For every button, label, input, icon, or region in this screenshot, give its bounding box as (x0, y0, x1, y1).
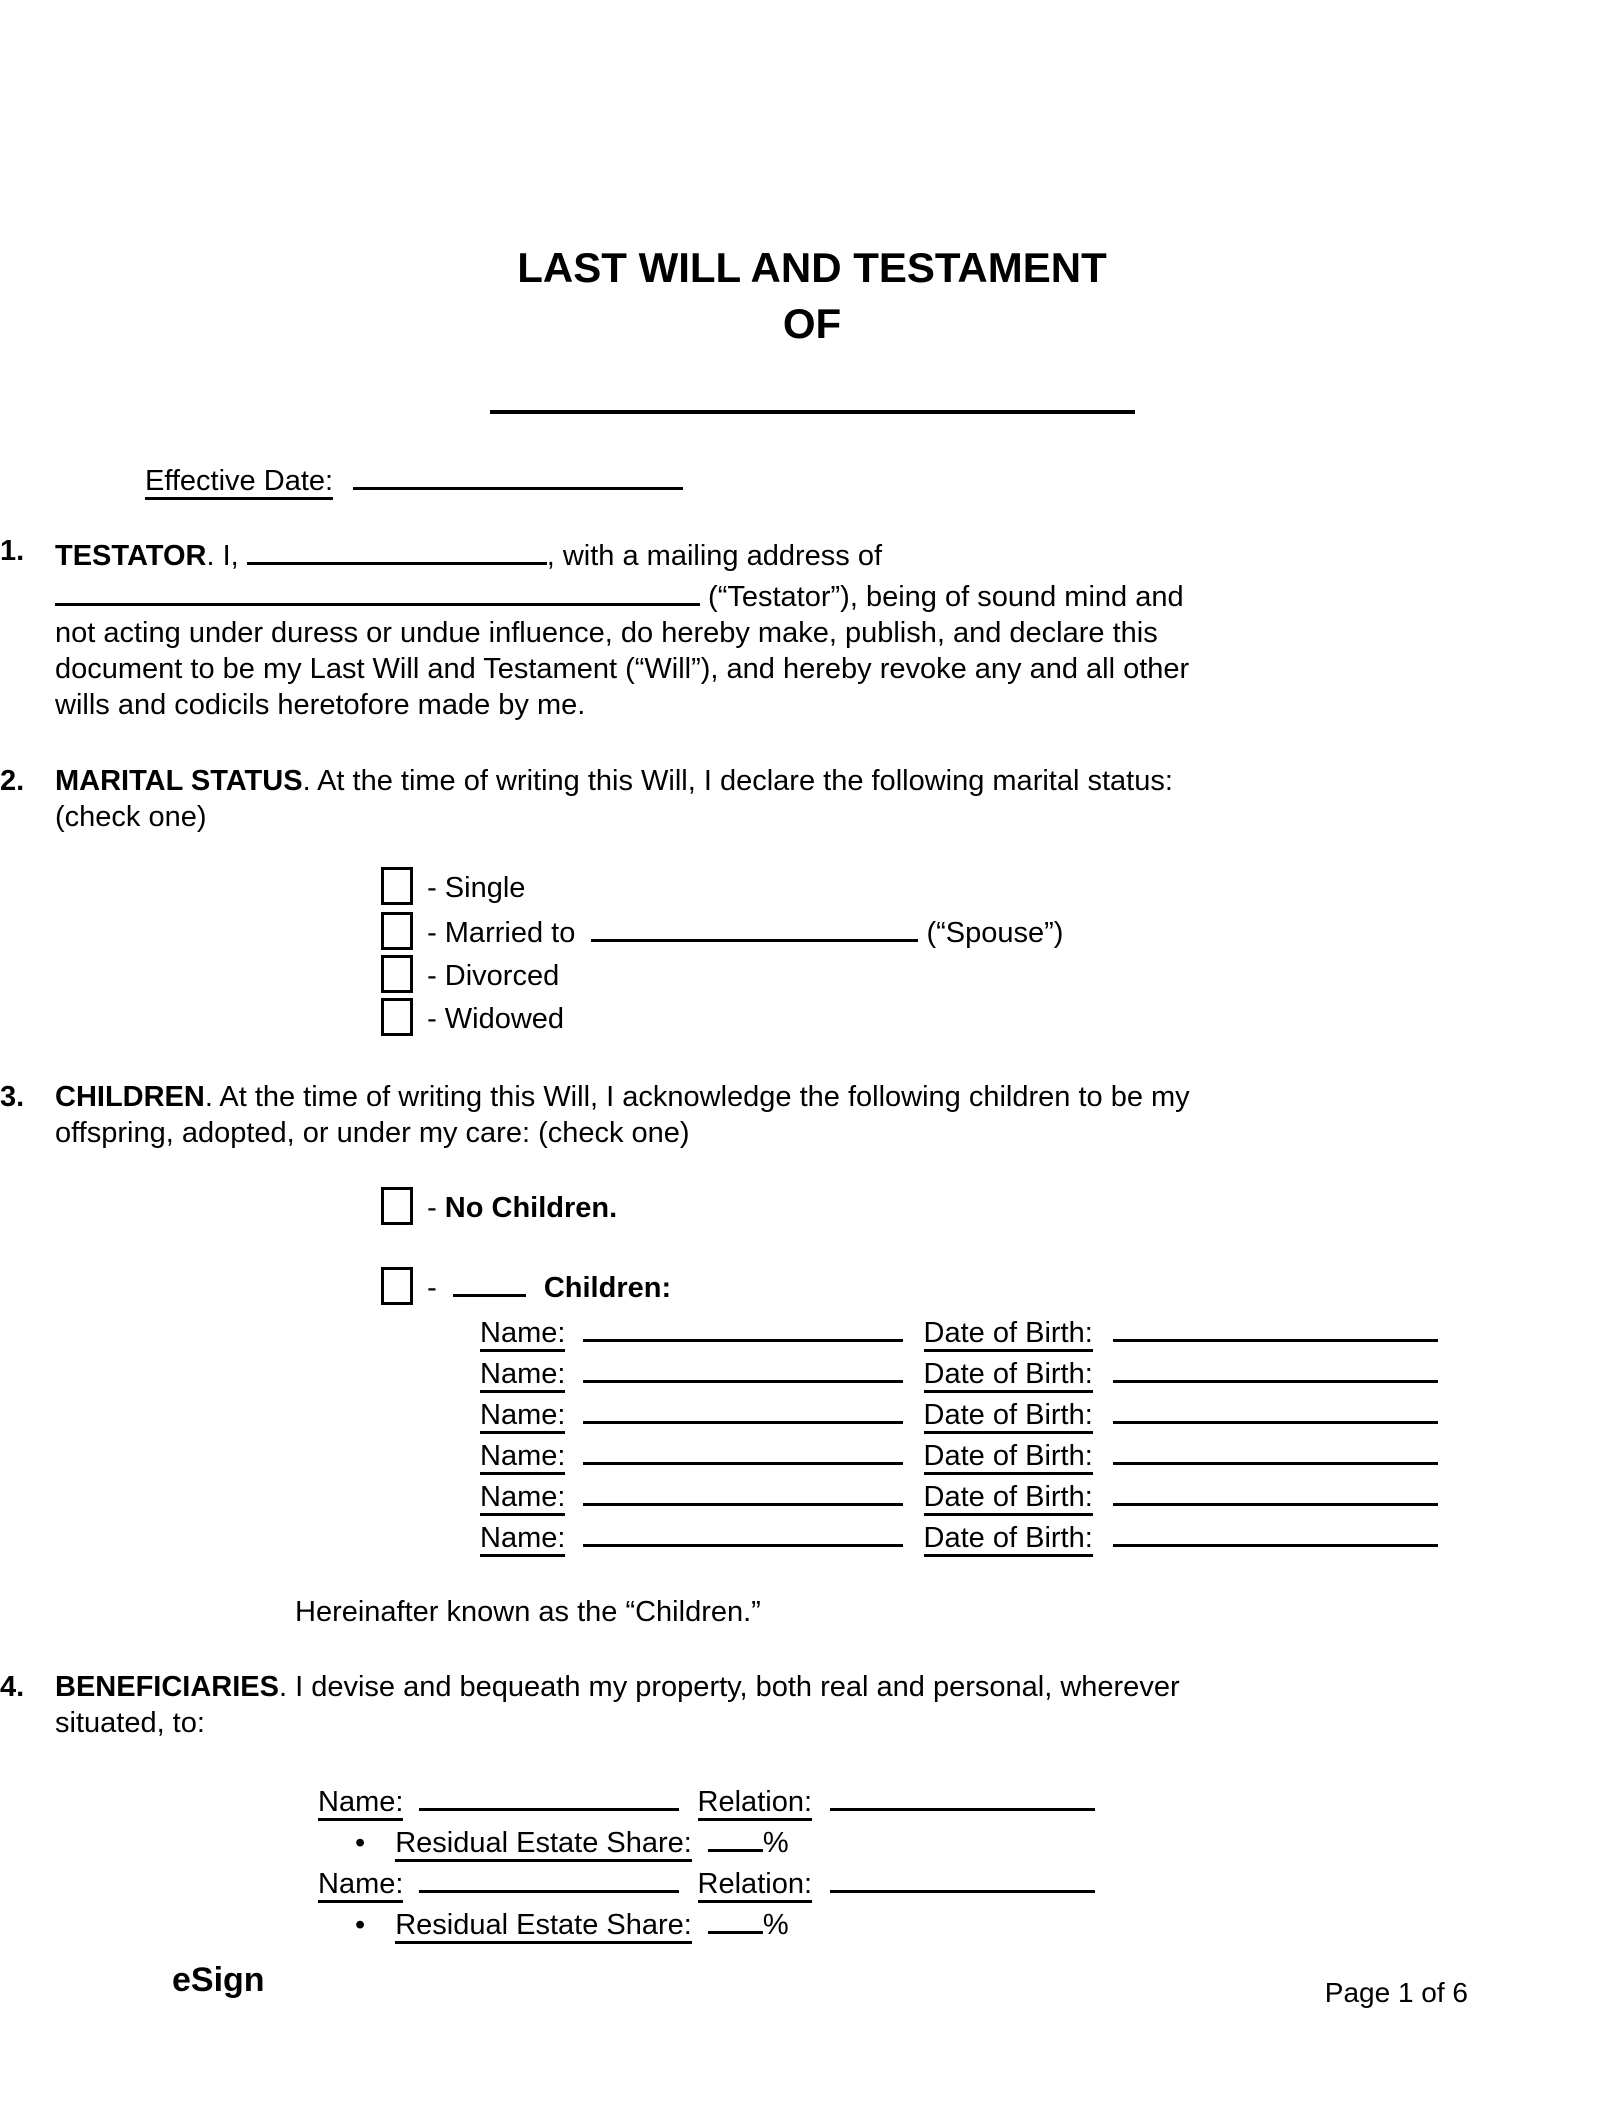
child-name-blank[interactable] (583, 1433, 903, 1465)
marital-option-divorced[interactable] (381, 955, 1624, 998)
marital-option-label: - Widowed (427, 1003, 565, 1035)
marital-option-label: - Divorced (427, 960, 560, 992)
marital-option-widowed[interactable] (381, 998, 1624, 1041)
section-number: 1. (0, 535, 25, 567)
child-name-label: Name: (480, 1399, 565, 1434)
section-marital-status (0, 763, 1624, 835)
child-row (480, 1433, 1624, 1474)
checkbox-icon[interactable] (381, 955, 413, 993)
spouse-suffix-label: (“Spouse”) (926, 917, 1064, 949)
child-dob-blank[interactable] (1113, 1351, 1438, 1383)
checkbox-icon[interactable] (381, 1267, 413, 1305)
beneficiary-relation-label: Relation: (698, 1868, 812, 1903)
child-name-label: Name: (480, 1522, 565, 1557)
checkbox-icon[interactable] (381, 998, 413, 1036)
child-name-blank[interactable] (583, 1474, 903, 1506)
marital-option-married[interactable] (381, 910, 1624, 955)
testator-name-blank[interactable] (247, 533, 547, 565)
child-dob-blank[interactable] (1113, 1433, 1438, 1465)
child-dob-label: Date of Birth: (924, 1358, 1093, 1393)
beneficiary-row (318, 1861, 1624, 1902)
effective-date-row (145, 458, 1624, 499)
child-name-blank[interactable] (583, 1310, 903, 1342)
child-name-label: Name: (480, 1317, 565, 1352)
child-dob-blank[interactable] (1113, 1515, 1438, 1547)
beneficiary-name-blank[interactable] (419, 1779, 679, 1811)
child-dob-label: Date of Birth: (924, 1317, 1093, 1352)
bullet-icon: • (355, 1827, 366, 1859)
beneficiary-name-blank[interactable] (419, 1861, 679, 1893)
child-dob-blank[interactable] (1113, 1310, 1438, 1342)
option-dash: - (427, 1192, 445, 1224)
no-children-label: No Children. (444, 1192, 618, 1224)
title-line-1: LAST WILL AND TESTAMENT (517, 244, 1107, 291)
section-number: 4. (0, 1671, 25, 1703)
testator-lead-text: . I, (206, 540, 247, 572)
beneficiary-row (318, 1779, 1624, 1820)
section-children (0, 1079, 1624, 1151)
child-dob-blank[interactable] (1113, 1474, 1438, 1506)
child-row (480, 1515, 1624, 1556)
child-name-blank[interactable] (583, 1392, 903, 1424)
child-name-label: Name: (480, 1358, 565, 1393)
child-dob-label: Date of Birth: (924, 1481, 1093, 1516)
testator-mid-text: , with a mailing address of (546, 540, 883, 572)
children-count-label: Children: (543, 1272, 672, 1304)
beneficiary-name-label: Name: (318, 1868, 403, 1903)
marital-text: . At the time of writing this Will, I declare the following marital status: (check one) (55, 765, 1173, 833)
checkbox-icon[interactable] (381, 1187, 413, 1225)
testator-name-header-blank[interactable] (490, 410, 1135, 414)
child-row (480, 1310, 1624, 1351)
child-dob-label: Date of Birth: (924, 1399, 1093, 1434)
testator-address-blank[interactable] (55, 574, 700, 606)
spouse-name-blank[interactable] (591, 910, 918, 942)
child-name-label: Name: (480, 1440, 565, 1475)
section-testator-paragraph (55, 533, 1195, 723)
child-row (480, 1474, 1624, 1515)
marital-option-label: - Married to (427, 917, 584, 949)
esign-logo: eSign (172, 1961, 265, 1999)
beneficiary-relation-blank[interactable] (830, 1861, 1095, 1893)
child-name-label: Name: (480, 1481, 565, 1516)
children-list (0, 1310, 1624, 1556)
residual-share-label: Residual Estate Share: (395, 1827, 692, 1862)
effective-date-blank[interactable] (353, 458, 683, 490)
section-number: 2. (0, 765, 25, 797)
effective-date-label: Effective Date: (145, 465, 333, 500)
testator-tail-text: (“Testator”), being of sound mind and not acting under duress or undue influence, do hereby make, publish, and declare this document to be my Last Will and Testament (“Will”), and hereby revoke any and all other wills and codicils heretofore made by me. (55, 581, 1190, 721)
children-option-count[interactable] (381, 1265, 1624, 1310)
section-heading: TESTATOR (55, 540, 207, 572)
section-beneficiaries-paragraph (55, 1669, 1195, 1741)
beneficiary-name-label: Name: (318, 1786, 403, 1821)
section-children-paragraph (55, 1079, 1195, 1151)
percent-sign: % (762, 1909, 789, 1941)
children-count-blank[interactable] (453, 1265, 526, 1297)
children-footnote: Hereinafter known as the “Children.” (295, 1596, 761, 1628)
marital-options-group (381, 867, 1624, 1041)
child-name-blank[interactable] (583, 1515, 903, 1547)
child-row (480, 1351, 1624, 1392)
marital-option-single[interactable] (381, 867, 1624, 910)
page-number-indicator: Page 1 of 6 (1324, 1977, 1468, 2008)
section-testator (0, 533, 1624, 723)
children-text: . At the time of writing this Will, I acknowledge the following children to be my offspring, adopted, or under my care: (check one) (55, 1081, 1190, 1149)
option-dash: - (427, 1272, 445, 1304)
child-name-blank[interactable] (583, 1351, 903, 1383)
beneficiaries-text: . I devise and bequeath my property, both real and personal, wherever situated, to: (55, 1671, 1180, 1739)
section-heading: MARITAL STATUS (55, 765, 303, 797)
child-dob-label: Date of Birth: (924, 1522, 1093, 1557)
residual-share-blank[interactable] (708, 1820, 763, 1852)
beneficiary-share-row (355, 1820, 1624, 1861)
section-number: 3. (0, 1081, 25, 1113)
checkbox-icon[interactable] (381, 867, 413, 905)
document-title (0, 240, 1624, 352)
percent-sign: % (762, 1827, 789, 1859)
child-dob-label: Date of Birth: (924, 1440, 1093, 1475)
title-line-2: OF (782, 300, 842, 347)
child-dob-blank[interactable] (1113, 1392, 1438, 1424)
residual-share-label: Residual Estate Share: (395, 1909, 692, 1944)
section-beneficiaries (0, 1669, 1624, 1741)
section-heading: CHILDREN (55, 1081, 205, 1113)
beneficiary-share-row (355, 1902, 1624, 1943)
bullet-icon: • (355, 1909, 366, 1941)
child-row (480, 1392, 1624, 1433)
checkbox-icon[interactable] (381, 912, 413, 950)
marital-option-label: - Single (427, 872, 526, 904)
beneficiary-relation-label: Relation: (698, 1786, 812, 1821)
residual-share-blank[interactable] (708, 1902, 763, 1934)
children-option-none[interactable] (381, 1187, 1624, 1230)
beneficiary-relation-blank[interactable] (830, 1779, 1095, 1811)
section-marital-paragraph (55, 763, 1195, 835)
beneficiaries-list (0, 1779, 1624, 1943)
section-heading: BENEFICIARIES (55, 1671, 279, 1703)
